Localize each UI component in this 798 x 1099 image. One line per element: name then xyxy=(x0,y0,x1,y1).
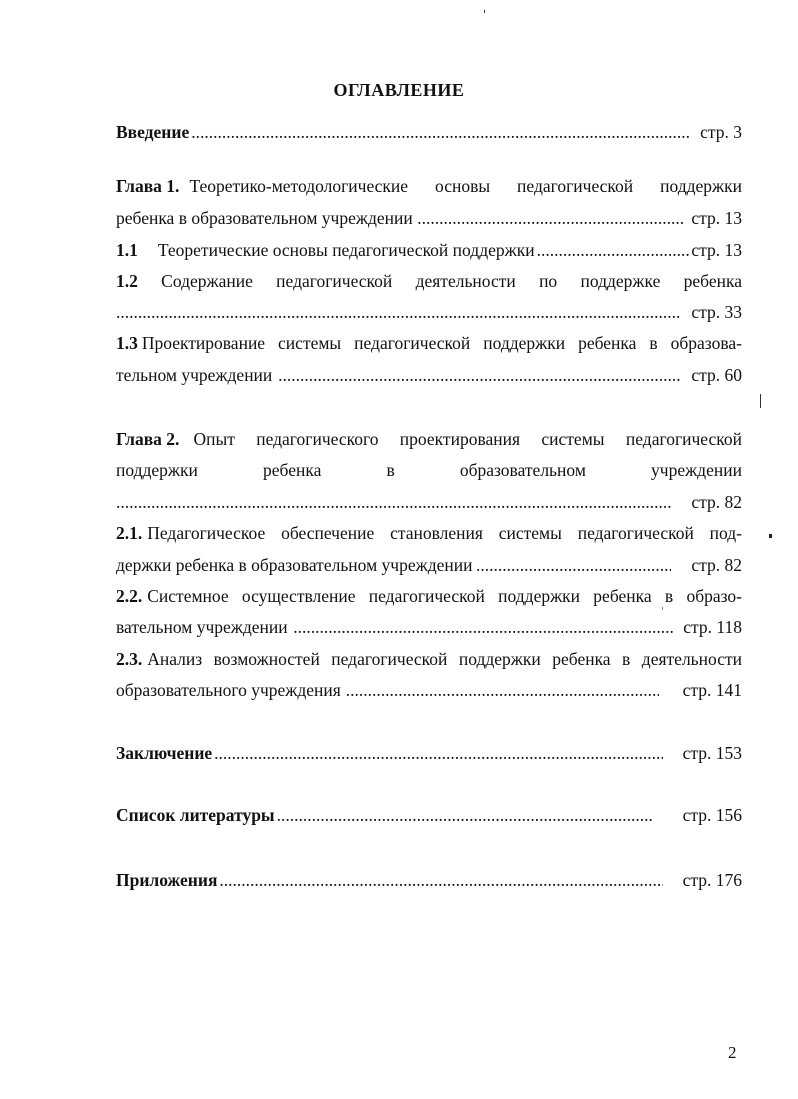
chapter-number: Глава 1. xyxy=(116,176,180,196)
section-number: 1.2 xyxy=(116,271,138,291)
toc-page: стр. 33 xyxy=(691,302,742,322)
scan-speck xyxy=(484,10,485,13)
toc-page: стр. 3 xyxy=(700,122,742,142)
toc-section-2-3-line1 xyxy=(116,646,742,672)
section-title-cont: держки ребенка в образовательном учреждении xyxy=(116,555,473,575)
toc-entry-intro xyxy=(116,119,742,145)
dot-leader xyxy=(278,362,681,388)
chapter-title-word: в xyxy=(386,460,395,480)
section-title-word: поддержке xyxy=(580,271,661,291)
section-title-cont: тельном учреждении xyxy=(116,365,273,385)
toc-page: стр. 13 xyxy=(691,240,742,260)
scan-speck xyxy=(662,607,663,610)
section-title: Теоретические основы педагогической поддержки xyxy=(157,240,535,260)
toc-label: Список литературы xyxy=(116,805,275,825)
section-title-cont: вательном учреждении xyxy=(116,617,288,637)
section-title: Анализ возможностей педагогической поддержки ребенка в деятельности xyxy=(147,649,742,669)
dot-leader xyxy=(417,205,685,231)
section-title-cont: образовательного учреждения xyxy=(116,680,341,700)
toc-page: стр. 82 xyxy=(691,555,742,575)
section-number: 2.1. xyxy=(116,523,143,543)
chapter-title-word: ребенка xyxy=(263,460,322,480)
toc-chapter2-line3 xyxy=(116,489,742,515)
toc-page: стр. 118 xyxy=(683,617,742,637)
toc-section-2-2-line1 xyxy=(116,583,742,609)
dot-leader xyxy=(116,299,681,325)
toc-page: стр. 156 xyxy=(682,805,742,825)
section-title: Педагогическое обеспечение становления системы педагогической под- xyxy=(147,523,742,543)
dot-leader xyxy=(191,119,690,145)
section-title: Системное осуществление педагогической поддержки ребенка в образо- xyxy=(147,586,742,606)
section-title-word: Содержание xyxy=(161,271,253,291)
section-title-word: по xyxy=(539,271,558,291)
toc-chapter1-line2 xyxy=(116,205,742,231)
toc-section-1-2-line1 xyxy=(116,268,742,294)
dot-leader xyxy=(476,552,671,578)
toc-section-1-3-line1 xyxy=(116,330,742,356)
toc-label: Приложения xyxy=(116,870,218,890)
toc-section-1-2-line2 xyxy=(116,299,742,325)
dot-leader xyxy=(277,802,653,828)
dot-leader xyxy=(537,237,690,263)
chapter-number: Глава 2. xyxy=(116,429,180,449)
section-number: 1.1 xyxy=(116,240,138,260)
toc-page: стр. 141 xyxy=(682,680,742,700)
section-number: 2.3. xyxy=(116,649,143,669)
toc-label: Введение xyxy=(116,122,190,142)
chapter-title-word: образовательном xyxy=(459,460,586,480)
toc-label: Заключение xyxy=(116,743,213,763)
chapter-title: Опыт педагогического проектирования системы педагогической xyxy=(193,429,742,449)
toc-section-2-3-line2 xyxy=(116,677,742,703)
dot-leader xyxy=(116,489,671,515)
toc-section-1-1 xyxy=(116,237,742,263)
toc-section-2-1-line2 xyxy=(116,552,742,578)
toc-section-2-2-line2 xyxy=(116,614,742,640)
scan-speck xyxy=(760,394,761,408)
toc-page: стр. 82 xyxy=(691,492,742,512)
chapter-title-word: учреждении xyxy=(651,460,742,480)
toc-page: стр. 153 xyxy=(682,743,742,763)
toc-page: стр. 13 xyxy=(691,208,742,228)
toc-chapter2-line1 xyxy=(116,426,742,452)
dot-leader xyxy=(219,867,662,893)
toc-chapter1-line1 xyxy=(116,173,742,199)
toc-chapter2-line2 xyxy=(116,457,742,483)
section-number: 1.3 xyxy=(116,333,138,353)
toc-section-1-3-line2 xyxy=(116,362,742,388)
dot-leader xyxy=(214,740,662,766)
chapter-title-word: поддержки xyxy=(116,460,198,480)
section-title-word: ребенка xyxy=(683,271,742,291)
toc-entry-conclusion xyxy=(116,740,742,766)
dot-leader xyxy=(293,614,673,640)
chapter-title-cont: ребенка в образовательном учреждении xyxy=(116,208,413,228)
toc-page: стр. 60 xyxy=(691,365,742,385)
chapter-title: Теоретико-методологические основы педагогической поддержки xyxy=(189,176,742,196)
toc-section-2-1-line1 xyxy=(116,520,742,546)
section-number: 2.2. xyxy=(116,586,143,606)
dot-leader xyxy=(346,677,659,703)
section-title: Проектирование системы педагогической поддержки ребенка в образова- xyxy=(141,333,742,353)
toc-entry-references xyxy=(116,802,742,828)
section-title-word: педагогической xyxy=(276,271,393,291)
toc-page: стр. 176 xyxy=(682,870,742,890)
page-number: 2 xyxy=(728,1043,737,1062)
section-title-word: деятельности xyxy=(415,271,516,291)
scan-speck xyxy=(769,534,772,538)
page-title: ОГЛАВЛЕНИЕ xyxy=(333,80,465,100)
toc-entry-appendices xyxy=(116,867,742,893)
